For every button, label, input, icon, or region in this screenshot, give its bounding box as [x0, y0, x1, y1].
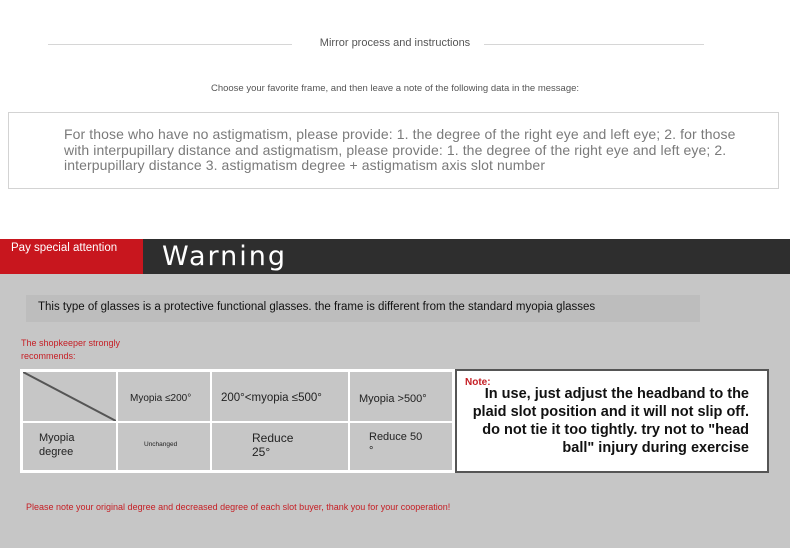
header-myopia-low: Myopia ≤200° [130, 393, 192, 404]
pay-attention-badge: Pay special attention [0, 239, 143, 274]
table-value-cell [117, 422, 211, 471]
data-request-text: For those who have no astigmatism, please provide: 1. the degree of the right eye and left eye; 2. for those with interpupillary distance and astigmatism, please provide: 1. the degree of the right eye and left eye; 2. interpupillary distance 3. astigmatism degree + astigmatism axis slot number [64, 126, 736, 173]
table-header-cell [349, 371, 453, 422]
row-label-myopia-degree: Myopia degree [39, 432, 75, 458]
section-subtitle: Choose your favorite frame, and then leave a note of the following data in the message: [210, 83, 580, 94]
diagonal-line [23, 372, 116, 421]
degree-table [20, 369, 455, 473]
table-header-cell [117, 371, 211, 422]
warning-title: Warning [162, 241, 288, 272]
note-label: Note: [465, 377, 491, 388]
data-request-box [8, 112, 779, 189]
usage-note-panel [455, 369, 769, 473]
value-reduce-50: Reduce 50 ° [369, 431, 423, 457]
value-unchanged: Unchanged [144, 441, 178, 448]
section-title: Mirror process and instructions [0, 37, 790, 49]
header-myopia-mid: 200°<myopia ≤500° [221, 392, 322, 404]
table-value-cell [211, 422, 349, 471]
value-reduce-25: Reduce 25° [252, 431, 294, 459]
frame-statement: This type of glasses is a protective functional glasses. the frame is different from the standard myopia glasses [26, 295, 700, 322]
table-corner-cell [22, 371, 117, 422]
table-value-cell [349, 422, 453, 471]
note-text: In use, just adjust the headband to the plaid slot position and it will not slip off. do not tie it too tightly. try not to "head ball" injury during exercise [472, 386, 749, 456]
shopkeeper-recommendation: The shopkeeper strongly recommends: [21, 338, 121, 361]
table-header-cell [211, 371, 349, 422]
footer-note: Please note your original degree and decreased degree of each slot buyer, thank you for your cooperation! [26, 502, 451, 512]
header-myopia-high: Myopia >500° [359, 393, 427, 405]
table-row-label-cell [22, 422, 117, 471]
